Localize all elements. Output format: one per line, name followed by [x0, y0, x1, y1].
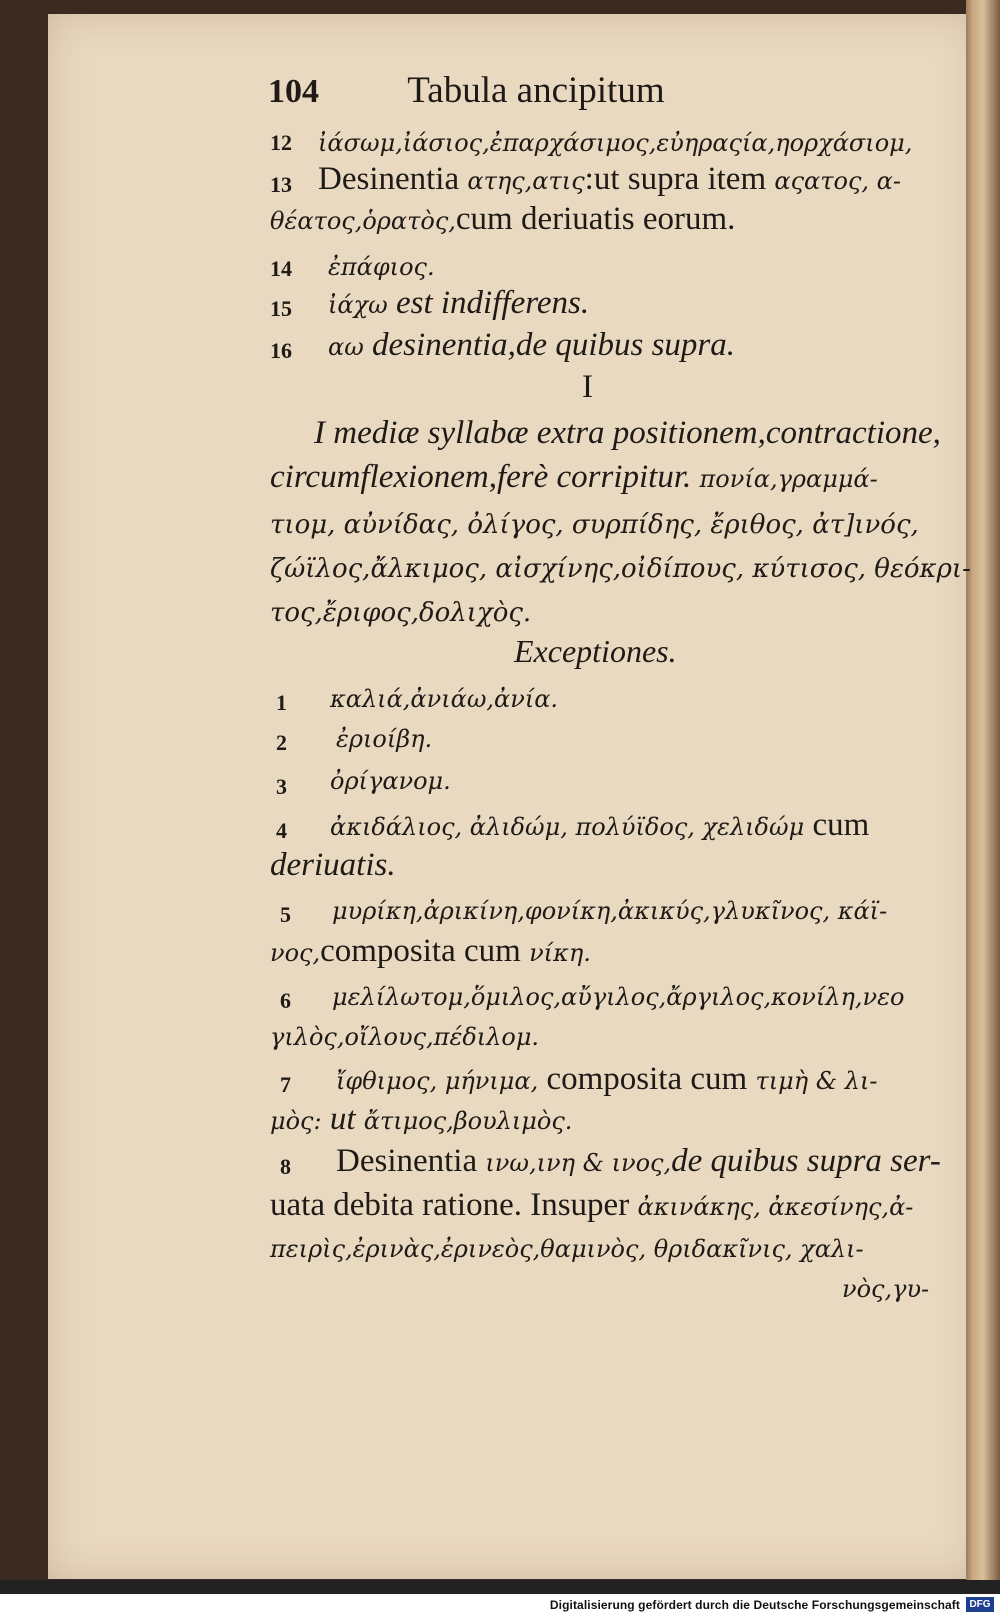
- section-heading: I: [582, 369, 593, 405]
- greek-text: ατης,ατις: [467, 167, 585, 195]
- latin-text: composita cum: [546, 1061, 748, 1097]
- book-edge: [966, 0, 1000, 1590]
- latin-text: de quibus supra ser-: [671, 1143, 941, 1179]
- greek-text: ἄτιμος,βουλιμὸς.: [363, 1107, 573, 1135]
- footer-credit: Digitalisierung gefördert durch die Deutsche Forschungsgemeinschaft: [549, 1598, 960, 1612]
- greek-text: ινω,ινη & ινος,: [485, 1149, 672, 1177]
- page-header: [268, 72, 665, 111]
- greek-text: τιομ, αὐνίδας, ὀλίγος, συρπίδης, ἔριθος, ἀτ]ινός,: [270, 510, 919, 540]
- greek-text: μὸς:: [270, 1107, 322, 1135]
- latin-text: circumflexionem,ferè corripitur.: [270, 459, 692, 495]
- greek-text: ὀρίγανομ.: [330, 767, 451, 795]
- text-line: [318, 160, 901, 200]
- latin-text: desinentia,de quibus supra.: [372, 327, 736, 363]
- latin-text: Desinentia: [318, 161, 460, 197]
- line-number: 5: [280, 902, 291, 927]
- greek-text: πονία,γραμμά-: [699, 465, 878, 493]
- dfg-logo: DFG: [966, 1597, 994, 1612]
- greek-text: μελίλωτομ,ὅμιλος,αὔγιλος,ἄργιλος,κονίλη,νεο: [332, 983, 905, 1011]
- latin-text: composita cum: [320, 933, 521, 969]
- text-line: [328, 326, 735, 366]
- digitization-footer: [0, 1594, 1000, 1617]
- greek-text: μυρίκη,ἀρικίνη,φονίκη,ἀκικύς,γλυκῖνος, κάϊ-: [332, 897, 888, 925]
- text-line: [328, 284, 589, 324]
- paragraph-line: I mediæ syllabæ extra positionem,contractione,: [314, 415, 941, 451]
- latin-text: uata debita ratione. Insuper: [270, 1187, 630, 1223]
- latin-text: est indifferens.: [395, 285, 590, 321]
- text-line: [336, 1142, 941, 1182]
- text-line: [270, 1100, 572, 1140]
- greek-text: ἴφθιμος, μήνιμα,: [336, 1067, 539, 1095]
- line-number: 16: [270, 338, 292, 363]
- line-number: 3: [276, 774, 287, 799]
- running-title: Tabula ancipitum: [407, 70, 665, 111]
- line-number: 12: [270, 130, 292, 155]
- greek-text: νίκη.: [529, 939, 591, 967]
- text-line: [270, 932, 591, 972]
- text-line: [336, 1060, 877, 1100]
- book-page: [48, 14, 978, 1579]
- greek-catchword: νὸς,γυ-: [842, 1275, 930, 1303]
- exceptions-heading: Exceptiones.: [514, 633, 677, 669]
- scan-bottom-border: [0, 1580, 1000, 1594]
- greek-text: αςατος, α-: [774, 167, 901, 195]
- greek-text: νος,: [270, 939, 321, 967]
- greek-text: τιμὴ & λι-: [755, 1067, 878, 1095]
- line-number: 13: [270, 172, 292, 197]
- greek-text: αω: [328, 333, 364, 361]
- line-number: 1: [276, 690, 287, 715]
- latin-text: cum deriuatis eorum.: [455, 201, 736, 237]
- greek-text: θέατος,ὁρατὸς,: [270, 207, 456, 235]
- greek-text: τος,ἔριφος,δολιχὸς.: [270, 598, 532, 628]
- text-line: [270, 1186, 913, 1226]
- greek-text: γιλὸς,οἴλους,πέδιλομ.: [270, 1023, 540, 1051]
- greek-text: ἀκινάκης, ἀκεσίνης,ἀ-: [637, 1193, 914, 1221]
- paragraph-line: [270, 458, 878, 498]
- latin-text: Desinentia: [336, 1143, 478, 1179]
- greek-text: ἰάσωμ,ἰάσιος,ἐπαρχάσιμος,εὐηραςία,ηορχάσιομ,: [318, 129, 913, 157]
- line-number: 7: [280, 1072, 291, 1097]
- page-number: 104: [268, 73, 319, 110]
- text-line: deriuatis.: [270, 847, 396, 883]
- latin-text: ut: [329, 1101, 356, 1137]
- line-number: 2: [276, 730, 287, 755]
- latin-text: :ut supra item: [584, 161, 767, 197]
- text-line: [270, 200, 735, 240]
- line-number: 15: [270, 296, 292, 321]
- line-number: 14: [270, 256, 292, 281]
- latin-text: cum: [812, 807, 870, 843]
- greek-text: πειρὶς,ἐρινὰς,ἐρινεὸς,θαμινὸς, θριδακῖνις, χαλι-: [270, 1235, 864, 1263]
- greek-text: ἰάχω: [328, 291, 388, 319]
- greek-text: ἐπάφιος.: [328, 253, 435, 281]
- greek-text: ἀκιδάλιος, ἀλιδώμ, πολύϊδος, χελιδώμ: [330, 813, 805, 841]
- line-number: 6: [280, 988, 291, 1013]
- text-line: [330, 806, 869, 846]
- line-number: 8: [280, 1154, 291, 1179]
- greek-text: καλιά,ἀνιάω,ἀνία.: [330, 685, 559, 713]
- greek-text: ἐριοίβη.: [336, 725, 433, 753]
- greek-text: ζώϊλος,ἄλκιμος, αἰσχίνης,οἰδίπους, κύτισος, θεόκρι-: [270, 554, 971, 584]
- line-number: 4: [276, 818, 287, 843]
